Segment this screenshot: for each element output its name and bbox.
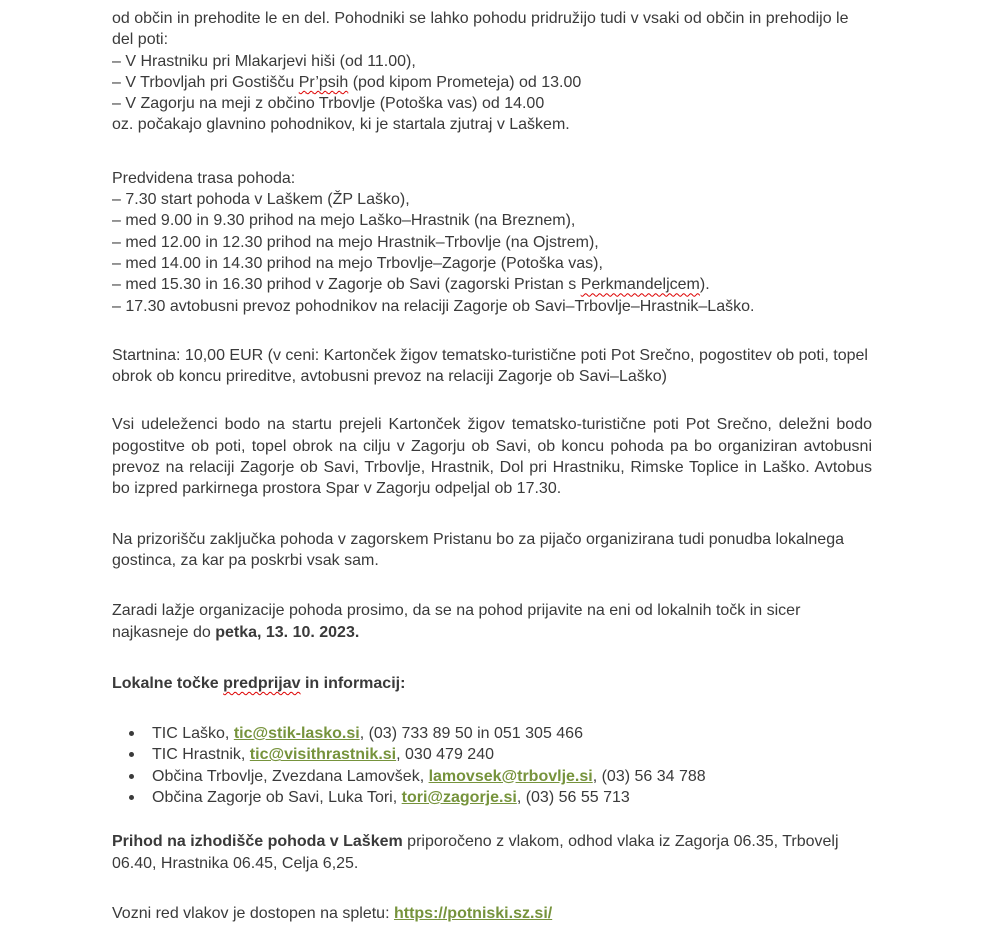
- email-link[interactable]: tori@zagorje.si: [401, 789, 517, 807]
- route-step-5-tail: ).: [699, 276, 710, 294]
- arrival-paragraph: [112, 831, 872, 874]
- arrival-text: priporočeno z vlakom, odhod vlaka iz Zagorja 06.35, Trbovelj 06.40, Hrastnika 06.45, Celja 6,25.: [112, 833, 839, 872]
- fee-paragraph: Startnina: 10,00 EUR (v ceni: Kartonček žigov tematsko-turistične poti Pot Srečno, pogostitev ob poti, topel obrok ob koncu prireditve, avtobusni prevoz na relaciji Zagorje ob Savi–Laško): [112, 346, 868, 386]
- route-step-5: [112, 274, 872, 295]
- route-step-6: – 17.30 avtobusni prevoz pohodnikov na relaciji Zagorje ob Savi–Trbovlje–Hrastnik–Laško.: [112, 297, 755, 315]
- contacts-heading: [112, 673, 872, 694]
- timetable-link[interactable]: https://potniski.sz.si/: [393, 904, 553, 922]
- email-link[interactable]: tic@stik-lasko.si: [233, 725, 360, 743]
- contact-name: Občina Zagorje ob Savi, Luka Tori,: [152, 789, 402, 807]
- contact-phone: , (03) 56 55 713: [516, 789, 630, 807]
- contact-name: Občina Trbovlje, Zvezdana Lamovšek,: [152, 767, 429, 785]
- timetable-text: Vozni red vlakov je dostopen na spletu:: [112, 904, 394, 922]
- route-step-3: – med 12.00 in 12.30 prihod na mejo Hrastnik–Trbovlje (na Ojstrem),: [112, 233, 599, 251]
- meeting-point-zagorje: – V Zagorju na meji z občino Trbovlje (Potoška vas) od 14.00: [112, 95, 545, 113]
- arrival-lead: Prihod na izhodišče pohoda v Laškem: [112, 833, 403, 851]
- contact-phone: , (03) 56 34 788: [592, 767, 706, 785]
- misspelled-word: Perkmandeljcem: [580, 276, 700, 294]
- contact-list: [112, 723, 872, 808]
- email-link[interactable]: tic@visithrastnik.si: [249, 746, 397, 764]
- list-item: [152, 744, 872, 765]
- intro-paragraph: od občin in prehodite le en del. Pohodniki se lahko pohodu pridružijo tudi v vsaki od občin in prehodijo le del poti:: [112, 10, 849, 49]
- details-paragraph: Vsi udeleženci bodo na startu prejeli Kartonček žigov tematsko-turistične poti Pot Srečno, deležni bodo pogostitve ob poti, topel obrok na cilju v Zagorju ob Savi, ob koncu pohoda pa bo organiziran avtobusni prevoz na relaciji Zagorje ob Savi, Trbovlje, Hrastnik, Dol pri Hrastniku, Rimske Toplice in Laško. Avtobus bo izpred parkirnega prostora Spar v Zagorju odpeljal ob 17.30.: [112, 416, 872, 498]
- timetable-paragraph: [112, 903, 872, 924]
- email-link[interactable]: lamovsek@trbovlje.si: [428, 767, 593, 785]
- contact-phone: , (03) 733 89 50 in 051 305 466: [359, 725, 583, 743]
- meeting-point-trbovlje-tail: (pod kipom Prometeja) od 13.00: [348, 73, 582, 91]
- misspelled-word: Pr’psih: [298, 73, 349, 91]
- intro-section: [112, 8, 872, 136]
- contacts-heading-tail: in informacij:: [300, 674, 406, 692]
- contacts-heading-text: Lokalne točke: [112, 674, 224, 692]
- list-item: [152, 766, 872, 787]
- meeting-point-trbovlje: [112, 72, 872, 93]
- meeting-point-trbovlje-text: – V Trbovljah pri Gostišču: [112, 73, 299, 91]
- registration-text: Zaradi lažje organizacije pohoda prosimo, da se na pohod prijavite na eni od lokalnih točk in sicer najkasneje do: [112, 602, 801, 641]
- contact-name: TIC Hrastnik,: [152, 746, 250, 764]
- misspelled-word: predprijav: [223, 674, 301, 692]
- registration-deadline: petka, 13. 10. 2023.: [215, 623, 360, 641]
- route-step-4: – med 14.00 in 14.30 prihod na mejo Trbovlje–Zagorje (Potoška vas),: [112, 254, 603, 272]
- route-step-5-text: – med 15.30 in 16.30 prihod v Zagorje ob Savi (zagorski Pristan s: [112, 276, 581, 294]
- list-item: [152, 723, 872, 744]
- list-item: [152, 787, 872, 808]
- meeting-point-hrastnik: – V Hrastniku pri Mlakarjevi hiši (od 11.00),: [112, 52, 416, 70]
- route-step-2: – med 9.00 in 9.30 prihod na mejo Laško–Hrastnik (na Breznem),: [112, 212, 576, 230]
- route-heading: Predvidena trasa pohoda:: [112, 169, 296, 187]
- intro-outro-line: oz. počakajo glavnino pohodnikov, ki je startala zjutraj v Laškem.: [112, 116, 570, 134]
- route-step-1: – 7.30 start pohoda v Laškem (ŽP Laško),: [112, 191, 410, 209]
- registration-paragraph: [112, 600, 872, 643]
- contact-phone: , 030 479 240: [396, 746, 494, 764]
- venue-paragraph: Na prizorišču zaključka pohoda v zagorskem Pristanu bo za pijačo organizirana tudi ponudba lokalnega gostinca, za kar pa poskrbi vsak sam.: [112, 530, 844, 569]
- contact-name: TIC Laško,: [152, 725, 234, 743]
- route-section: [112, 168, 872, 317]
